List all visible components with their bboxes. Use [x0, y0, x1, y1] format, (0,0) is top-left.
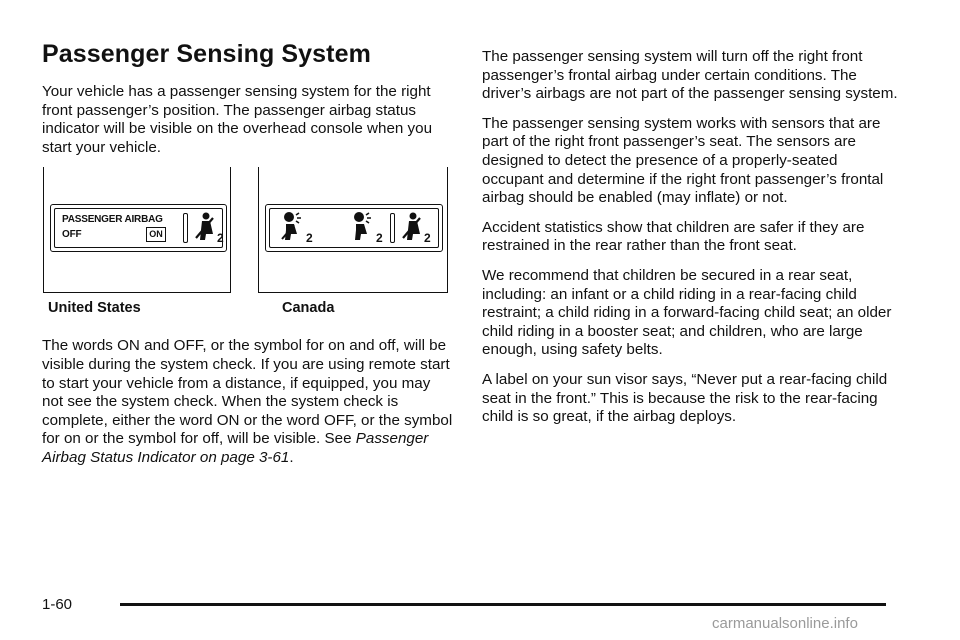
- us-indicator-display: [50, 204, 227, 252]
- paragraph-accident-statistics: Accident statistics show that children are safer if they are restrained in the rear rather than the front seat.: [482, 218, 865, 255]
- paragraph-airbag-off: The passenger sensing system will turn off the right front passenger’s frontal airbag under certain conditions. The driver’s airbags are not part of the passenger sensing system.: [482, 48, 898, 103]
- indicator-figure: [42, 167, 454, 325]
- paragraph-sensors: The passenger sensing system works with sensors that are part of the right front passenger’s seat. The sensors are designed to detect the presence of a properly-seated occupant and determine if the right front passenger’s frontal airbag should be enabled (may inflate) or not.: [482, 114, 884, 207]
- us-caption: United States: [48, 300, 141, 317]
- page-number: 1-60: [42, 596, 73, 613]
- passenger-airbag-label: PASSENGER AIRBAG: [62, 214, 163, 226]
- airbag-off-symbol-icon: [400, 212, 424, 244]
- airbag-on-symbol-icon: [280, 211, 306, 243]
- intro-paragraph: Your vehicle has a passenger sensing system for the right front passenger’s position. The passenger airbag status indicator will be visible on the overhead console when you start your vehicle.: [42, 83, 433, 156]
- page-title: Passenger Sensing System: [42, 40, 371, 68]
- paragraph-sun-visor-label: A label on your sun visor says, “Never put a rear-facing child seat in the front.” This is because the risk to the rear-facing child is so great, if the airbag deploys.: [482, 370, 888, 426]
- paragraph-child-recommendation: We recommend that children be secured in a rear seat, including: an infant or a child riding in a rear-facing child restraint; a child riding in a forward-facing child seat; an older child riding in a booster seat; and children, who are large enough, using safety belts.: [482, 266, 892, 359]
- off-label: OFF: [62, 229, 82, 241]
- status-lamp-bar: [183, 213, 188, 243]
- canada-indicator-display: [265, 204, 443, 252]
- left-column: [42, 40, 454, 478]
- subscript-2: 2: [217, 231, 224, 246]
- us-indicator-panel: [43, 167, 231, 293]
- on-label: ON: [146, 227, 166, 242]
- canada-indicator-panel: [258, 167, 448, 293]
- right-column: [482, 48, 898, 438]
- cross-reference-link[interactable]: Passenger Airbag Status Indicator on page 3-61: [42, 430, 429, 466]
- airbag-on-symbol-icon: [350, 211, 376, 243]
- canada-caption: Canada: [282, 300, 335, 317]
- subscript-2: 2: [376, 231, 383, 246]
- footer-rule: [120, 603, 886, 606]
- subscript-2: 2: [306, 231, 313, 246]
- watermark: carmanualsonline.info: [712, 615, 858, 632]
- subscript-2: 2: [424, 231, 431, 246]
- system-check-paragraph: The words ON and OFF, or the symbol for on and off, will be visible during the system check. If you are using remote start to start your vehicle from a distance, if equipped, you may not see the system check. When the system check is complete, either the word ON or the word OFF, or the symbol for on or the symbol for off, will be visible. See Passenger Airbag Status Indicator on page 3-61.: [42, 337, 453, 466]
- status-lamp-bar: [390, 213, 395, 243]
- airbag-off-symbol-icon: [193, 212, 217, 244]
